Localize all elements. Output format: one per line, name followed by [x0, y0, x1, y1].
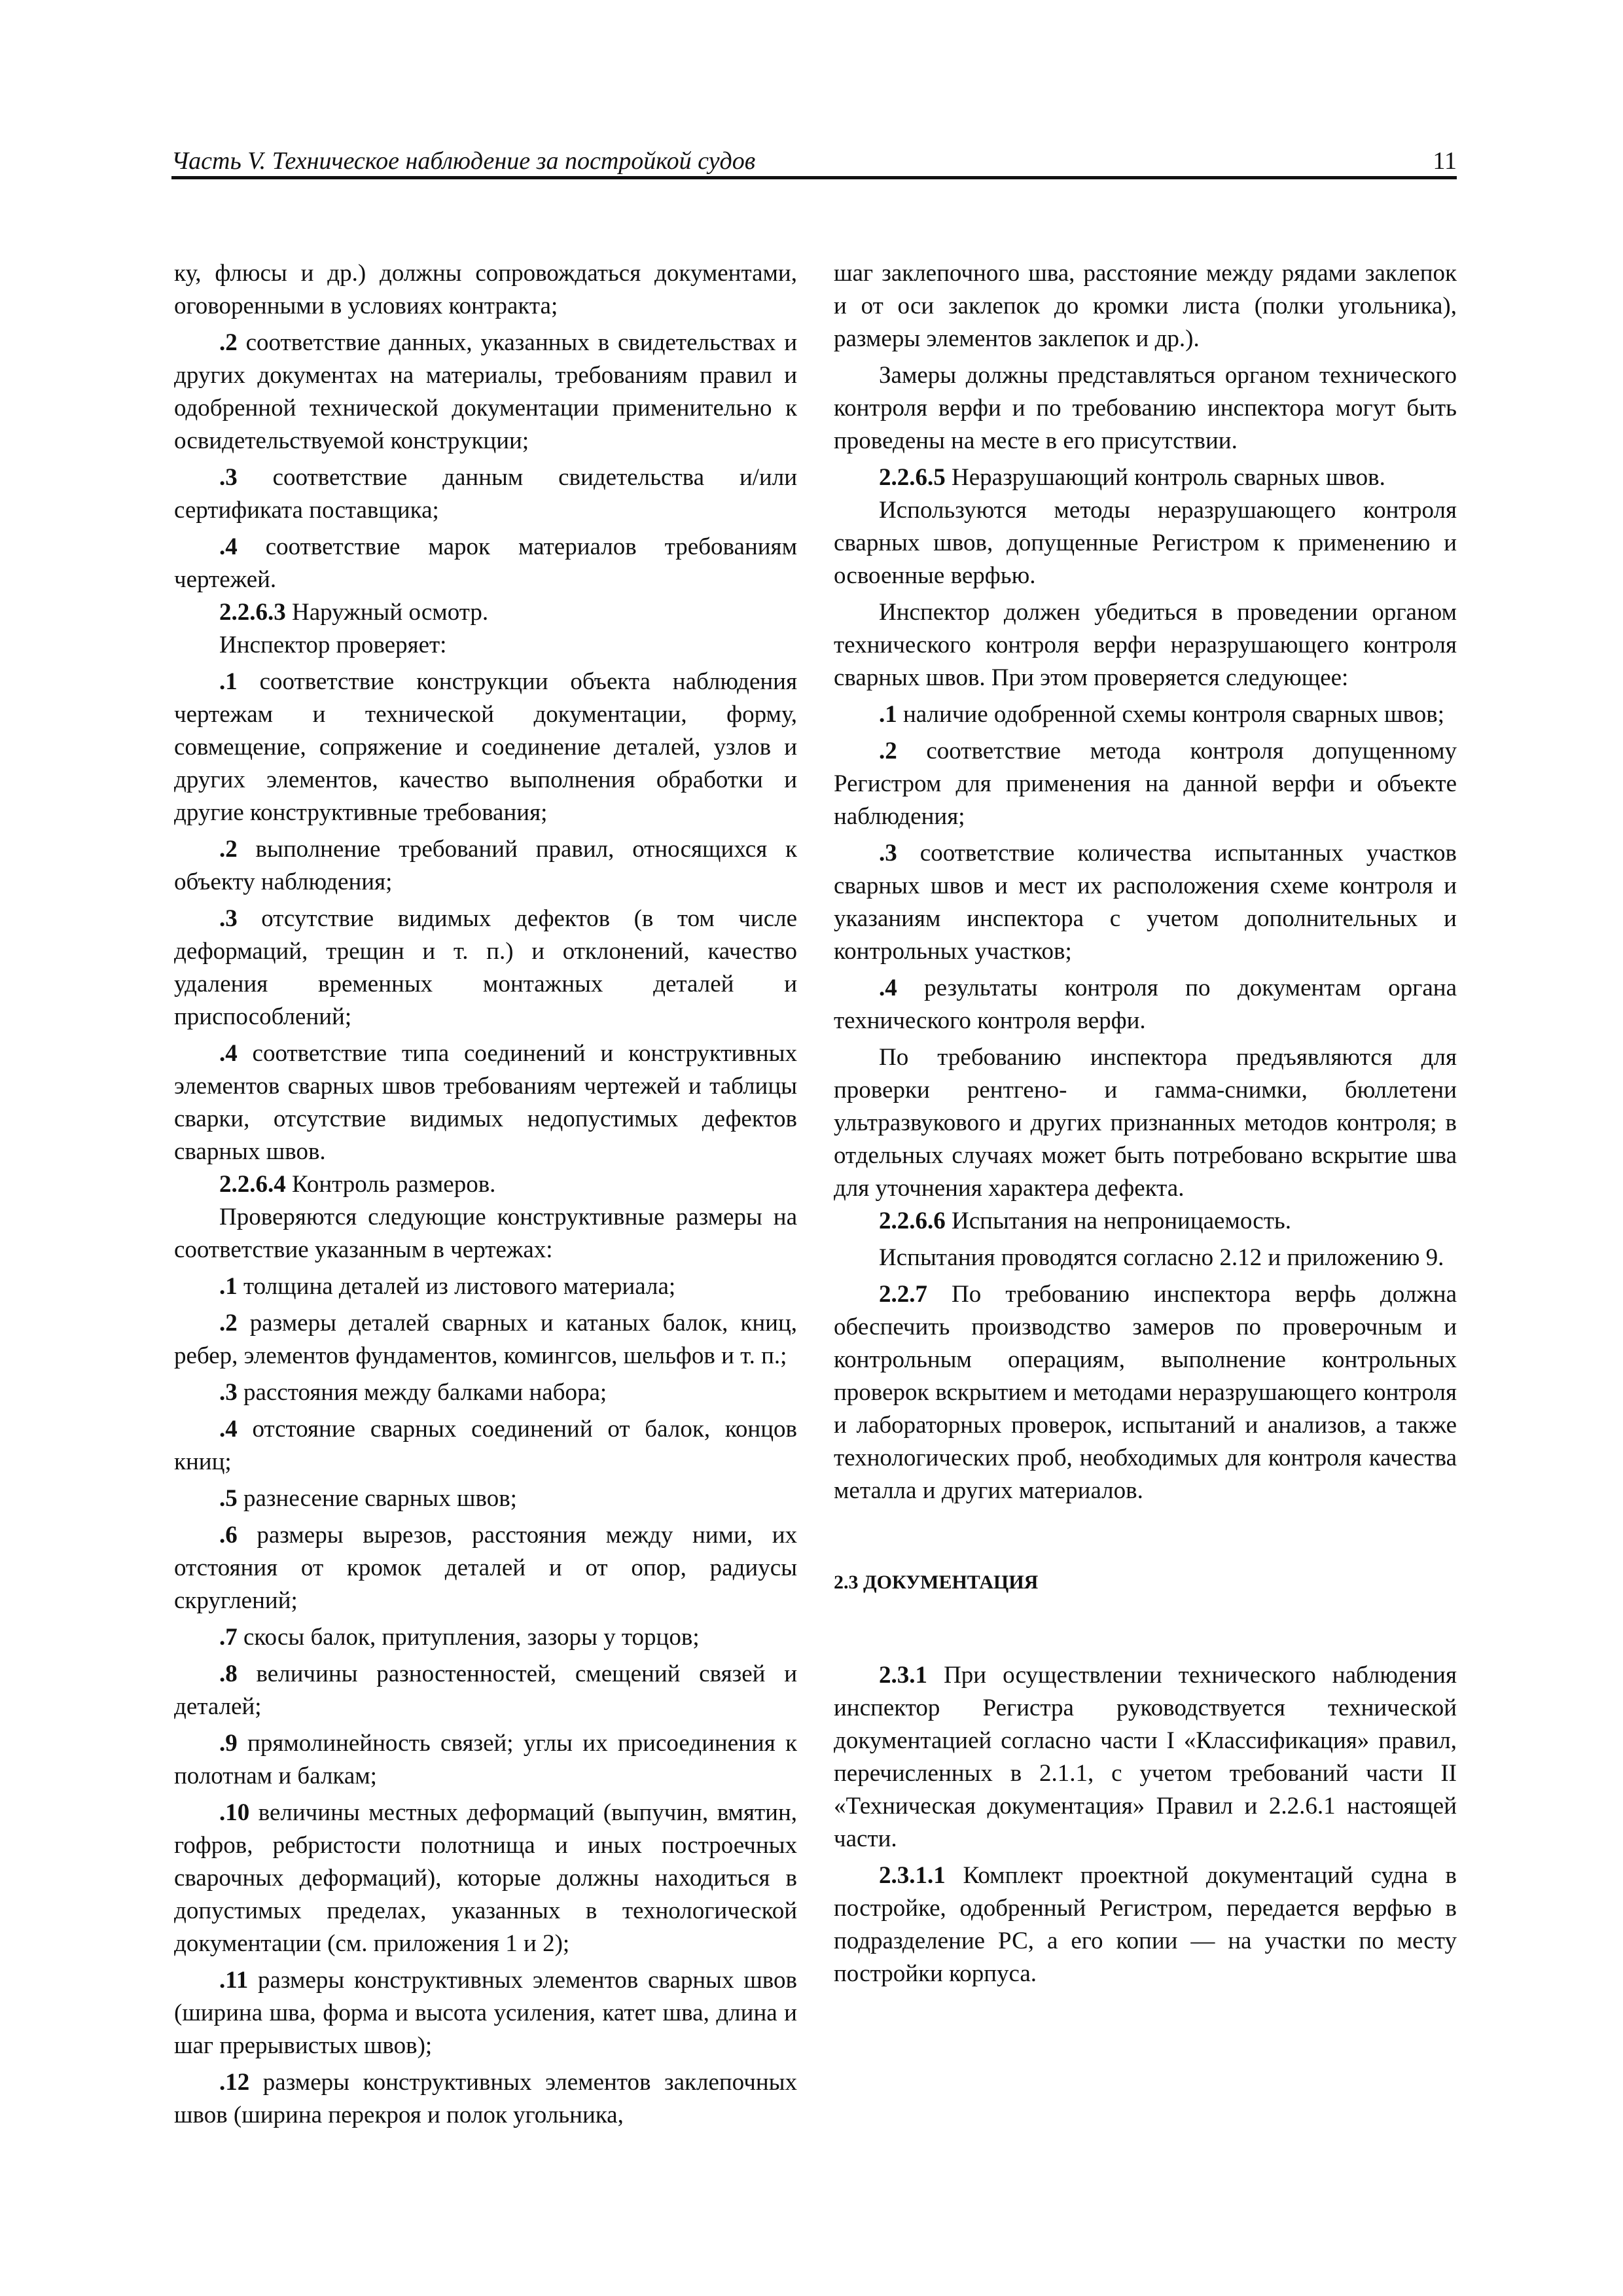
list-item: .2 выполнение требований правил, относящихся к объекту наблюдения; — [174, 836, 797, 895]
clause-heading: 2.2.6.4 Контроль размеров. — [219, 1171, 496, 1198]
right-column — [834, 257, 1457, 1990]
clause-heading: 2.2.6.3 Наружный осмотр. — [219, 599, 489, 626]
list-item: .5 разнесение сварных швов; — [219, 1485, 517, 1512]
list-item: .2 соответствие метода контроля допущенному Регистром для применения на данной верфи и объекте наблюдения; — [834, 738, 1457, 830]
paragraph: Инспектор проверяет: — [219, 632, 447, 658]
paragraph: Проверяются следующие конструктивные размеры на соответствие указанным в чертежах: — [174, 1204, 797, 1263]
list-item: .1 наличие одобренной схемы контроля сварных швов; — [879, 701, 1444, 728]
clause: 2.3.1.1 Комплект проектной документаций судна в постройке, одобренный Регистром, передается верфью в подразделение РС, а его копии — на участки по месту постройки корпуса. — [834, 1862, 1457, 1987]
clause: 2.2.7 По требованию инспектора верфь должна обеспечить производство замеров по проверочным и контрольным операциям, выполнение контрольных проверок вскрытием и методами неразрушающего контроля и лабораторных проверок, испытаний и анализов, а также технологических проб, необходимых для контроля качества металла и других материалов. — [834, 1281, 1457, 1504]
list-item: .4 отстояние сварных соединений от балок, концов книц; — [174, 1416, 797, 1475]
list-item: .4 соответствие марок материалов требованиям чертежей. — [174, 533, 797, 593]
list-item: .3 соответствие данным свидетельства и/или сертификата поставщика; — [174, 464, 797, 524]
list-item: .4 соответствие типа соединений и конструктивных элементов сварных швов требованиям чертежей и таблицы сварки, отсутствие видимых недопустимых дефектов сварных швов. — [174, 1040, 797, 1165]
list-item: .6 размеры вырезов, расстояния между ними, их отстояния от кромок деталей и от опор, радиусы скруглений; — [174, 1522, 797, 1614]
header-title: Часть V. Техническое наблюдение за постройкой судов — [171, 147, 756, 175]
paragraph: Используются методы неразрушающего контроля сварных швов, допущенные Регистром к применению и освоенные верфью. — [834, 497, 1457, 589]
left-column — [174, 257, 797, 2132]
list-item: .3 отсутствие видимых дефектов (в том числе деформаций, трещин и т. п.) и отклонений, качество удаления временных монтажных деталей и приспособлений; — [174, 905, 797, 1030]
list-item: .2 соответствие данных, указанных в свидетельствах и других документах на материалы, требованиям правил и одобренной технической документации применительно к освидетельствуемой конструкции; — [174, 329, 797, 454]
running-header — [171, 145, 1457, 179]
list-item: .11 размеры конструктивных элементов сварных швов (ширина шва, форма и высота усиления, катет шва, длина и шаг прерывистых швов); — [174, 1967, 797, 2059]
paragraph: шаг заклепочного шва, расстояние между рядами заклепок и от оси заклепок до кромки листа (полки угольника), размеры элементов заклепок и др.). — [834, 260, 1457, 352]
clause-heading: 2.2.6.5 Неразрушающий контроль сварных швов. — [879, 464, 1385, 491]
list-item: .1 соответствие конструкции объекта наблюдения чертежам и технической документации, форму, совмещение, сопряжение и соединение деталей, узлов и других элементов, качество выполнения обработки и другие конструктивные требования; — [174, 668, 797, 826]
section-title: 2.3 ДОКУМЕНТАЦИЯ — [834, 1571, 1039, 1593]
list-item: .9 прямолинейность связей; углы их присоединения к полотнам и балкам; — [174, 1730, 797, 1789]
list-item: .10 величины местных деформаций (выпучин, вмятин, гофров, ребристости полотнища и иных построечных сварочных деформаций), которые должны находиться в допустимых пределах, указанных в технологической документации (см. приложения 1 и 2); — [174, 1799, 797, 1957]
list-item: .4 результаты контроля по документам органа технического контроля верфи. — [834, 975, 1457, 1034]
paragraph: ку, флюсы и др.) должны сопровождаться документами, оговоренными в условиях контракта; — [174, 260, 797, 319]
list-item: .3 расстояния между балками набора; — [219, 1379, 607, 1406]
paragraph: Испытания проводятся согласно 2.12 и приложению 9. — [879, 1244, 1444, 1271]
clause-heading: 2.2.6.6 Испытания на непроницаемость. — [879, 1208, 1292, 1234]
list-item: .2 размеры деталей сварных и катаных балок, книц, ребер, элементов фундаментов, комингсов, шельфов и т. п.; — [174, 1310, 797, 1369]
list-item: .3 соответствие количества испытанных участков сварных швов и мест их расположения схеме контроля и указаниям инспектора с учетом дополнительных и контрольных участков; — [834, 840, 1457, 965]
list-item: .12 размеры конструктивных элементов заклепочных швов (ширина перекроя и полок угольника, — [174, 2069, 797, 2128]
clause: 2.3.1 При осуществлении технического наблюдения инспектор Регистра руководствуется технической документацией согласно части I «Классификация» правил, перечисленных в 2.1.1, с учетом требований части II «Техническая документация» Правил и 2.2.6.1 настоящей части. — [834, 1662, 1457, 1852]
paragraph: Замеры должны представляться органом технического контроля верфи и по требованию инспектора могут быть проведены на месте в его присутствии. — [834, 362, 1457, 454]
page-number: 11 — [1433, 147, 1457, 175]
paragraph: Инспектор должен убедиться в проведении органом технического контроля верфи неразрушающего контроля сварных швов. При этом проверяется следующее: — [834, 599, 1457, 691]
list-item: .8 величины разностенностей, смещений связей и деталей; — [174, 1660, 797, 1720]
paragraph: По требованию инспектора предъявляются для проверки рентгено- и гамма-снимки, бюллетени ультразвукового и других признанных методов контроля; в отдельных случаях может быть потребовано вскрытие шва для уточнения характера дефекта. — [834, 1044, 1457, 1202]
list-item: .7 скосы балок, притупления, зазоры у торцов; — [219, 1624, 700, 1651]
list-item: .1 толщина деталей из листового материала; — [219, 1273, 676, 1300]
